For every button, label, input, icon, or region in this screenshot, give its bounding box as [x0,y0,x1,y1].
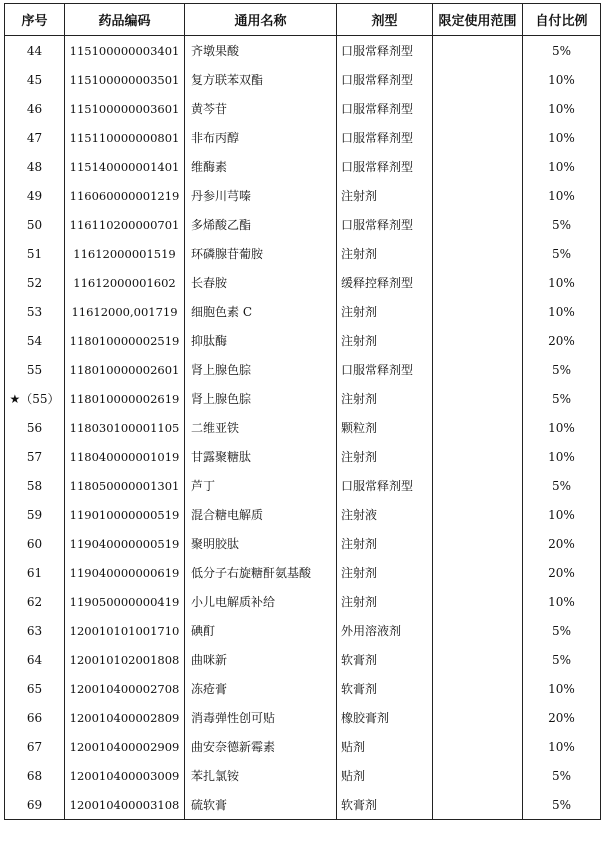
cell-code: 115140000001401 [65,152,185,181]
cell-form: 口服常释剂型 [337,152,433,181]
cell-ratio: 10% [523,442,601,471]
cell-name: 混合糖电解质 [185,500,337,529]
cell-seq: 55 [5,355,65,384]
cell-seq: 62 [5,587,65,616]
table-row [5,123,601,152]
header-seq: 序号 [5,4,65,36]
cell-code: 118010000002519 [65,326,185,355]
table-row [5,761,601,790]
cell-limit [433,239,523,268]
cell-seq: 63 [5,616,65,645]
cell-limit [433,94,523,123]
table-header [5,4,601,36]
cell-code: 118010000002619 [65,384,185,413]
cell-code: 119010000000519 [65,500,185,529]
cell-limit [433,413,523,442]
cell-form: 外用溶液剂 [337,616,433,645]
cell-seq: 46 [5,94,65,123]
cell-limit [433,123,523,152]
cell-limit [433,645,523,674]
table-row [5,355,601,384]
cell-name: 消毒弹性创可贴 [185,703,337,732]
table-row [5,268,601,297]
table-row [5,384,601,413]
cell-seq: 65 [5,674,65,703]
cell-limit [433,732,523,761]
cell-seq: 58 [5,471,65,500]
cell-code: 120010101001710 [65,616,185,645]
cell-form: 口服常释剂型 [337,123,433,152]
cell-limit [433,790,523,820]
cell-seq: 61 [5,558,65,587]
cell-code: 11612000001519 [65,239,185,268]
cell-code: 11612000001602 [65,268,185,297]
cell-ratio: 5% [523,790,601,820]
cell-form: 软膏剂 [337,645,433,674]
cell-seq: 50 [5,210,65,239]
header-form: 剂型 [337,4,433,36]
cell-limit [433,471,523,500]
cell-name: 小儿电解质补给 [185,587,337,616]
cell-limit [433,616,523,645]
cell-form: 橡胶膏剂 [337,703,433,732]
cell-limit [433,674,523,703]
cell-code: 115100000003601 [65,94,185,123]
cell-limit [433,587,523,616]
cell-seq: 67 [5,732,65,761]
cell-ratio: 20% [523,703,601,732]
cell-ratio: 10% [523,94,601,123]
cell-limit [433,500,523,529]
cell-seq: 51 [5,239,65,268]
cell-form: 口服常释剂型 [337,65,433,94]
cell-name: 冻疮膏 [185,674,337,703]
cell-limit [433,384,523,413]
cell-seq: 48 [5,152,65,181]
cell-ratio: 10% [523,732,601,761]
cell-name: 多烯酸乙酯 [185,210,337,239]
drug-table [4,3,601,820]
cell-code: 118040000001019 [65,442,185,471]
cell-form: 注射剂 [337,587,433,616]
cell-limit [433,761,523,790]
cell-ratio: 5% [523,384,601,413]
table-row [5,36,601,66]
table-row [5,239,601,268]
table-row [5,790,601,820]
cell-ratio: 10% [523,268,601,297]
table-row [5,326,601,355]
cell-code: 120010400003108 [65,790,185,820]
cell-seq: 69 [5,790,65,820]
cell-form: 软膏剂 [337,674,433,703]
cell-name: 芦丁 [185,471,337,500]
cell-name: 细胞色素 C [185,297,337,326]
table-row [5,529,601,558]
cell-ratio: 10% [523,500,601,529]
cell-code: 120010102001808 [65,645,185,674]
cell-name: 聚明胶肽 [185,529,337,558]
cell-seq: 53 [5,297,65,326]
cell-ratio: 20% [523,326,601,355]
cell-limit [433,65,523,94]
header-ratio: 自付比例 [523,4,601,36]
cell-ratio: 10% [523,123,601,152]
cell-ratio: 10% [523,181,601,210]
cell-form: 口服常释剂型 [337,355,433,384]
cell-seq: 60 [5,529,65,558]
cell-ratio: 5% [523,471,601,500]
table-row [5,297,601,326]
cell-name: 苯扎氯铵 [185,761,337,790]
cell-ratio: 5% [523,355,601,384]
cell-ratio: 10% [523,152,601,181]
cell-form: 注射剂 [337,326,433,355]
cell-limit [433,36,523,66]
cell-ratio: 5% [523,616,601,645]
cell-form: 注射剂 [337,442,433,471]
cell-name: 低分子右旋糖酐氨基酸 [185,558,337,587]
cell-seq: 45 [5,65,65,94]
cell-seq: 56 [5,413,65,442]
cell-seq: 54 [5,326,65,355]
cell-seq: 64 [5,645,65,674]
cell-code: 118050000001301 [65,471,185,500]
cell-form: 贴剂 [337,732,433,761]
cell-form: 口服常释剂型 [337,36,433,66]
cell-ratio: 10% [523,297,601,326]
cell-ratio: 10% [523,587,601,616]
cell-code: 11612000,001719 [65,297,185,326]
table-row [5,65,601,94]
cell-seq: 59 [5,500,65,529]
cell-ratio: 20% [523,558,601,587]
cell-form: 注射剂 [337,181,433,210]
cell-name: 齐墩果酸 [185,36,337,66]
cell-form: 注射剂 [337,297,433,326]
cell-seq: 66 [5,703,65,732]
cell-name: 维酶素 [185,152,337,181]
cell-ratio: 10% [523,413,601,442]
cell-ratio: 20% [523,529,601,558]
cell-limit [433,558,523,587]
cell-form: 颗粒剂 [337,413,433,442]
cell-form: 贴剂 [337,761,433,790]
table-row [5,732,601,761]
cell-limit [433,297,523,326]
cell-name: 黄芩苷 [185,94,337,123]
cell-code: 120010400002809 [65,703,185,732]
cell-form: 口服常释剂型 [337,471,433,500]
table-row [5,471,601,500]
cell-code: 119050000000419 [65,587,185,616]
cell-name: 曲咪新 [185,645,337,674]
table-row [5,210,601,239]
cell-limit [433,152,523,181]
table-body [5,36,601,820]
cell-seq: 68 [5,761,65,790]
cell-form: 注射剂 [337,239,433,268]
cell-code: 118010000002601 [65,355,185,384]
header-row [5,4,601,36]
cell-form: 注射液 [337,500,433,529]
cell-seq: ★（55） [5,384,65,413]
table-row [5,181,601,210]
cell-ratio: 10% [523,674,601,703]
cell-code: 120010400002909 [65,732,185,761]
cell-limit [433,268,523,297]
table-row [5,616,601,645]
cell-code: 120010400003009 [65,761,185,790]
cell-limit [433,442,523,471]
header-code: 药品编码 [65,4,185,36]
table-row [5,558,601,587]
cell-name: 二维亚铁 [185,413,337,442]
cell-ratio: 5% [523,645,601,674]
table-row [5,152,601,181]
cell-code: 116060000001219 [65,181,185,210]
cell-limit [433,326,523,355]
table-row [5,703,601,732]
table-row [5,500,601,529]
table-row [5,645,601,674]
cell-name: 非布丙醇 [185,123,337,152]
cell-limit [433,529,523,558]
table-row [5,442,601,471]
cell-ratio: 5% [523,761,601,790]
header-name: 通用名称 [185,4,337,36]
cell-name: 丹参川芎嗪 [185,181,337,210]
cell-code: 116110200000701 [65,210,185,239]
cell-form: 口服常释剂型 [337,94,433,123]
header-limit: 限定使用范围 [433,4,523,36]
cell-name: 复方联苯双酯 [185,65,337,94]
cell-name: 长春胺 [185,268,337,297]
cell-code: 115110000000801 [65,123,185,152]
cell-seq: 52 [5,268,65,297]
cell-name: 环磷腺苷葡胺 [185,239,337,268]
cell-limit [433,181,523,210]
cell-name: 肾上腺色腙 [185,355,337,384]
cell-limit [433,355,523,384]
table-row [5,413,601,442]
cell-ratio: 10% [523,65,601,94]
cell-form: 注射剂 [337,558,433,587]
table-row [5,587,601,616]
cell-code: 120010400002708 [65,674,185,703]
cell-form: 注射剂 [337,529,433,558]
cell-ratio: 5% [523,210,601,239]
cell-limit [433,210,523,239]
cell-code: 118030100001105 [65,413,185,442]
cell-seq: 49 [5,181,65,210]
cell-seq: 57 [5,442,65,471]
cell-limit [433,703,523,732]
table-row [5,674,601,703]
cell-seq: 44 [5,36,65,66]
cell-name: 碘酊 [185,616,337,645]
cell-name: 曲安奈德新霉素 [185,732,337,761]
cell-name: 抑肽酶 [185,326,337,355]
cell-ratio: 5% [523,36,601,66]
cell-code: 119040000000519 [65,529,185,558]
cell-form: 缓释控释剂型 [337,268,433,297]
cell-name: 肾上腺色腙 [185,384,337,413]
table-row [5,94,601,123]
cell-code: 115100000003501 [65,65,185,94]
cell-code: 119040000000619 [65,558,185,587]
cell-code: 115100000003401 [65,36,185,66]
cell-form: 软膏剂 [337,790,433,820]
cell-form: 口服常释剂型 [337,210,433,239]
cell-seq: 47 [5,123,65,152]
cell-name: 甘露聚糖肽 [185,442,337,471]
cell-form: 注射剂 [337,384,433,413]
cell-ratio: 5% [523,239,601,268]
cell-name: 硫软膏 [185,790,337,820]
